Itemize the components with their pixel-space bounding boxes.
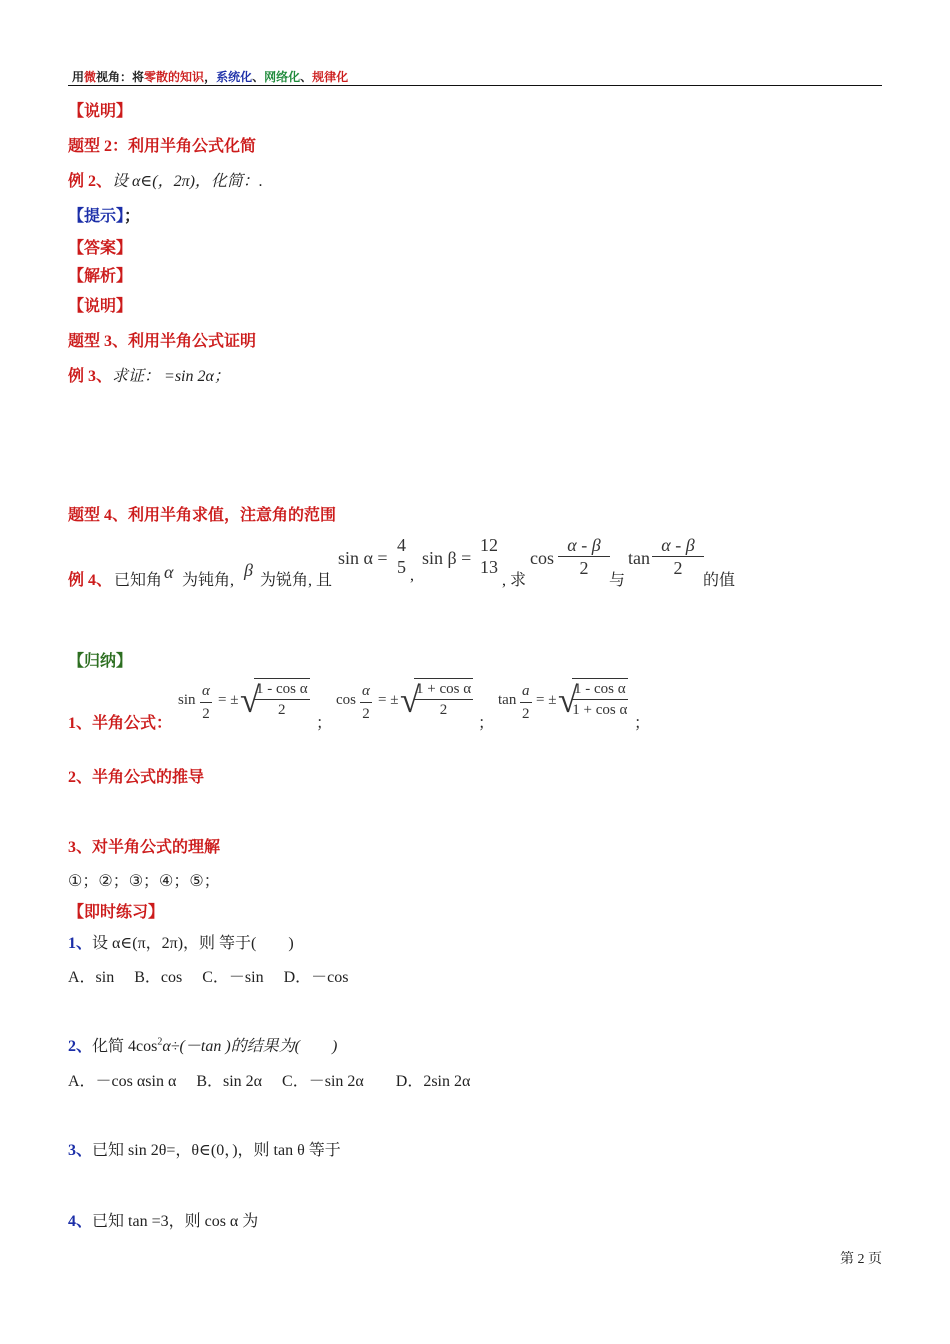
question-1-number: 1、 xyxy=(68,935,93,952)
hint-line xyxy=(68,203,140,226)
fraction-12-13 xyxy=(478,534,500,578)
hint-tail: ； xyxy=(124,208,141,225)
header-part: 微 xyxy=(84,70,97,84)
example-4-text-a: 已知角 xyxy=(114,572,163,589)
separator: ； xyxy=(634,715,651,732)
tan-label: tan xyxy=(498,692,517,708)
question-2-number: 2、 xyxy=(68,1038,93,1055)
question-3-number: 3、 xyxy=(68,1142,93,1159)
denominator: 2 xyxy=(522,706,530,722)
example-4-label: 例 4、 xyxy=(68,572,113,589)
header-part: 、 xyxy=(252,70,265,84)
cos-label: cos xyxy=(336,692,356,708)
numerator: α xyxy=(200,680,212,703)
example-4-text-c: 为锐角, 且 xyxy=(260,572,333,589)
example-4-ask: , 求 xyxy=(502,572,527,589)
superscript: 2 xyxy=(157,1036,163,1048)
denominator: 5 xyxy=(397,557,406,577)
example-4-tail: 的值 xyxy=(703,572,736,589)
denominator: 2 xyxy=(278,702,286,718)
hint-label: 【提示】 xyxy=(68,208,125,225)
denominator: 2 xyxy=(439,702,448,718)
summary-label: 【归纳】 xyxy=(68,653,133,670)
separator: ； xyxy=(478,715,495,732)
sin-beta: sin β = xyxy=(422,548,472,568)
header-part: 、 xyxy=(300,70,313,84)
numerator: α xyxy=(360,680,372,703)
page-number: 第 2 页 xyxy=(840,1252,882,1267)
numerator: 1 + cos α xyxy=(414,679,473,700)
header-part: 网络化 xyxy=(264,70,301,84)
sqrt-3 xyxy=(558,678,628,720)
numerator: 1 - cos α xyxy=(254,679,310,700)
header-part: 系统化 xyxy=(216,70,253,84)
example-2 xyxy=(68,168,263,191)
numerator: α - β xyxy=(558,534,610,557)
page-header xyxy=(72,68,348,85)
understanding-list: ①；②；③；④；⑤； xyxy=(68,873,220,890)
question-3 xyxy=(68,1137,341,1160)
separator: ； xyxy=(316,715,333,732)
equals-pm: = ± xyxy=(378,692,399,708)
header-part: 视角：将 xyxy=(96,70,145,84)
example-3-label: 例 3、 xyxy=(68,368,113,385)
denominator: 2 xyxy=(579,558,589,578)
fraction-a-2 xyxy=(520,680,532,725)
question-1-text: 设 α∈(π，2π)，则 等于( ) xyxy=(92,935,294,952)
topic-4-title: 题型 4、利用半角求值，注意角的范围 xyxy=(68,507,337,524)
denominator: 2 xyxy=(202,706,210,722)
question-4-text: 已知 tan =3，则 cos α 为 xyxy=(92,1213,259,1230)
and-word: 与 xyxy=(609,572,626,589)
header-part: 规律化 xyxy=(312,70,349,84)
sqrt-2 xyxy=(400,678,473,720)
beta-symbol: β xyxy=(244,560,253,580)
example-2-label: 例 2、 xyxy=(68,173,113,190)
topic-2-title: 题型 2：利用半角公式化简 xyxy=(68,138,257,155)
fraction-alpha-2 xyxy=(360,680,372,725)
formula-2-title: 2、半角公式的推导 xyxy=(68,769,205,786)
fraction-alpha-2 xyxy=(200,680,212,725)
equals-pm: = ± xyxy=(536,692,557,708)
question-2 xyxy=(68,1033,337,1056)
note-label: 【说明】 xyxy=(68,103,133,120)
formula-1-label: 1、半角公式： xyxy=(68,715,173,732)
half-angle-formulas xyxy=(68,678,668,732)
sqrt-1 xyxy=(240,678,310,720)
numerator: a xyxy=(520,680,532,703)
denominator: 1 + cos α xyxy=(572,702,628,718)
denominator: 2 xyxy=(362,706,370,722)
header-part: ， xyxy=(204,70,217,84)
numerator: 4 xyxy=(397,535,406,555)
question-3-text: 已知 sin 2θ=，θ∈(0，)，则 tan θ 等于 xyxy=(92,1142,341,1159)
radical-icon: √ xyxy=(240,680,260,720)
question-2-text-b: α÷(－tan )的结果为( ) xyxy=(162,1038,338,1055)
numerator: 12 xyxy=(480,535,498,555)
formula-3-title: 3、对半角公式的理解 xyxy=(68,839,221,856)
comma: , xyxy=(410,567,414,584)
question-4-number: 4、 xyxy=(68,1213,93,1230)
practice-label: 【即时练习】 xyxy=(68,904,165,921)
numerator: α - β xyxy=(652,534,704,557)
header-rule xyxy=(68,85,882,86)
radical-icon: √ xyxy=(400,680,420,720)
analysis-label: 【解析】 xyxy=(68,268,133,285)
fraction-half-diff xyxy=(558,534,610,579)
question-1-options: A．sin B．cos C．－sin D．－cos xyxy=(68,969,349,986)
topic-3-title: 题型 3、利用半角公式证明 xyxy=(68,333,257,350)
denominator: 2 xyxy=(673,558,683,578)
question-4 xyxy=(68,1208,258,1231)
radical-icon: √ xyxy=(558,680,578,720)
note-label-2: 【说明】 xyxy=(68,298,133,315)
example-3-text: 求证： =sin 2α； xyxy=(112,368,230,385)
answer-label: 【答案】 xyxy=(68,240,133,257)
question-1 xyxy=(68,930,294,953)
tan-label: tan xyxy=(628,548,650,568)
example-2-text: 设 α∈(，2π)，化简：. xyxy=(112,173,263,190)
numerator: 1 - cos α xyxy=(572,679,628,700)
cos-label: cos xyxy=(530,548,554,568)
fraction-half-diff-2 xyxy=(652,534,704,579)
fraction-4-5 xyxy=(395,534,408,578)
header-part: 零散的知识 xyxy=(144,70,205,84)
example-4-text-b: 为钝角, xyxy=(182,572,235,589)
alpha-symbol: α xyxy=(164,562,174,582)
sin-label: sin xyxy=(178,692,196,708)
example-3 xyxy=(68,363,230,386)
question-2-text-a: 化简 4cos xyxy=(92,1038,158,1055)
denominator: 13 xyxy=(480,557,498,577)
header-part: 用 xyxy=(72,70,85,84)
equals-pm: = ± xyxy=(218,692,239,708)
sin-alpha: sin α = xyxy=(338,548,388,568)
question-2-options: A．－cos αsin α B．sin 2α C．－sin 2α D．2sin 2α xyxy=(68,1073,471,1090)
